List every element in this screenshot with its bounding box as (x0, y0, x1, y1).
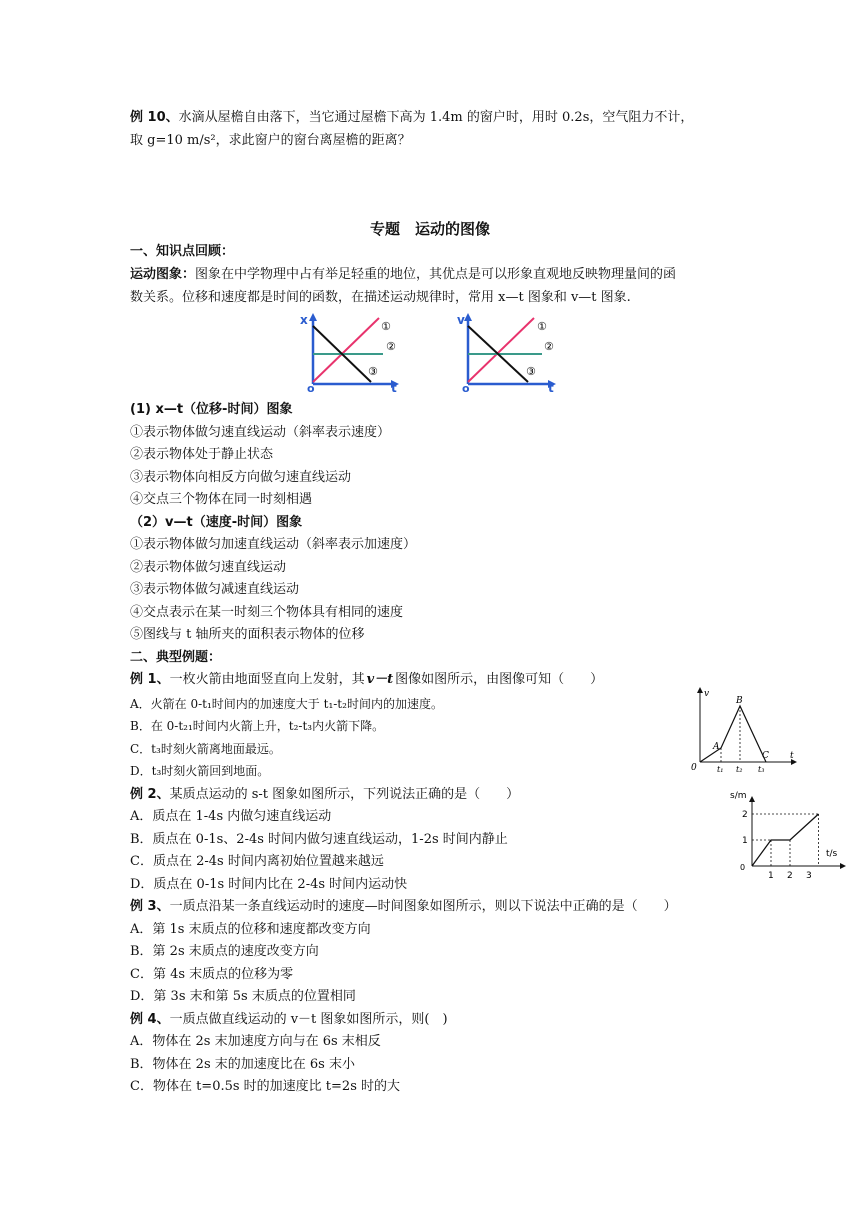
vt-graph (454, 310, 564, 392)
vt-heading: （2）v—t（速度-时间）图象 (130, 515, 303, 530)
example-4-option: A．物体在 2s 末加速度方向与在 6s 末相反 (130, 1034, 381, 1049)
intro-text-1: 图象在中学物理中占有举足轻重的地位，其优点是可以形象直观地反映物理量间的函 (195, 267, 677, 282)
st-plot (742, 810, 819, 881)
xt-x-label: t (391, 381, 397, 392)
example-1-math: v－t (366, 672, 394, 687)
example-4-option: B．物体在 2s 末的加速度比在 6s 末小 (130, 1057, 355, 1072)
example-2-option: C．质点在 2-4s 时间内离初始位置越来越远 (130, 854, 384, 869)
st-y-arrow (749, 796, 755, 802)
st-x-tick-label: 3 (806, 871, 812, 881)
section1-intro-1 (130, 266, 676, 284)
example-10-line-1 (130, 109, 693, 127)
st-y-label: s/m (730, 791, 747, 801)
example-1-option: D．t₃时刻火箭回到地面。 (130, 764, 270, 778)
example-4-option: C．物体在 t=0.5s 时的加速度比 t=2s 时的大 (130, 1079, 400, 1094)
example-1-option: B．在 0-t₂₁时间内火箭上升，t₂-t₃内火箭下降。 (130, 719, 385, 733)
example-4-label: 例 4、 (130, 1012, 170, 1027)
xt-y-arrow (309, 313, 317, 321)
section1-intro-2: 数关系。位移和速度都是时间的函数，在描述运动规律时，常用 x—t 图象和 v—t 图象. (130, 290, 631, 305)
example-2-option: B．质点在 0-1s、2-4s 时间内做匀速直线运动，1-2s 时间内静止 (130, 832, 508, 847)
example-2-option: A．质点在 1-4s 内做匀速直线运动 (130, 809, 332, 824)
example-3-option: D．第 3s 末和第 5s 末质点的位置相同 (130, 989, 356, 1004)
vt-line-1 (468, 318, 534, 382)
example-3-label: 例 3、 (130, 899, 170, 914)
example-2-stem-text: 某质点运动的 s-t 图象如图所示，下列说法正确的是（ ） (169, 787, 520, 802)
xt-item: ①表示物体做匀速直线运动（斜率表示速度） (130, 425, 391, 440)
xt-item: ②表示物体处于静止状态 (130, 447, 274, 462)
example-3-stem (130, 898, 677, 916)
example-10-text-1: 水滴从屋檐自由落下，当它通过屋檐下高为 1.4m 的窗户时，用时 0.2s，空气阻力不计， (178, 110, 694, 125)
ex1-point-c: C (762, 751, 769, 761)
section1-heading: 一、知识点回顾： (130, 244, 235, 259)
ex1-y-arrow (697, 687, 703, 693)
ex1-origin: 0 (691, 763, 697, 773)
intro-label: 运动图象： (130, 267, 196, 282)
vt-x-label: t (548, 381, 554, 392)
st-origin: 0 (740, 863, 746, 872)
vt-label-2: ② (544, 340, 554, 353)
ex1-velocity-line (700, 706, 766, 762)
example-3-option: C．第 4s 末质点的位移为零 (130, 967, 294, 982)
example-3-option: B．第 2s 末质点的速度改变方向 (130, 944, 319, 959)
vt-label-3: ③ (526, 365, 536, 378)
example-3-stem-text: 一质点沿某一条直线运动时的速度—时间图象如图所示，则以下说法中正确的是（ ） (169, 899, 677, 914)
xt-item: ④交点三个物体在同一时刻相遇 (130, 492, 313, 507)
topic-title: 专题 运动的图像 (369, 220, 490, 238)
example-1-option: A．火箭在 0-t₁时间内的加速度大于 t₁-t₂时间内的加速度。 (130, 697, 443, 711)
example-10-label: 例 10、 (130, 110, 179, 125)
xt-label-2: ② (386, 340, 396, 353)
st-x-label: t/s (826, 849, 838, 859)
vt-item: ②表示物体做匀速直线运动 (130, 560, 287, 575)
example-1-stem (130, 671, 603, 689)
xt-label-3: ③ (368, 365, 378, 378)
xt-graph (295, 310, 405, 392)
ex1-tick-t3: t₃ (758, 765, 765, 774)
xt-label-1: ① (381, 320, 391, 333)
vt-label-1: ① (537, 320, 547, 333)
example-1-stem-text: 一枚火箭由地面竖直向上发射，其 (169, 672, 365, 687)
vt-item: ④交点表示在某一时刻三个物体具有相同的速度 (130, 605, 404, 620)
ex1-tick-t1: t₁ (717, 765, 724, 774)
ex1-point-b: B (736, 696, 743, 706)
st-x-arrow (840, 863, 846, 869)
example-1-label: 例 1、 (130, 672, 170, 687)
st-x-tick-label: 1 (768, 871, 774, 881)
example-2-stem (130, 786, 519, 804)
st-y-tick-label: 2 (742, 810, 748, 820)
ex1-point-a: A (713, 742, 720, 752)
xt-y-label: x (300, 313, 308, 327)
example-10-text-2: 取 g=10 m/s²，求此窗户的窗台离屋檐的距离？ (130, 133, 411, 148)
vt-y-label: v (457, 313, 465, 327)
example-1-stem-end: 图像如图所示，由图像可知（ ） (395, 672, 604, 687)
section2-heading: 二、典型例题： (130, 650, 222, 665)
st-y-tick-label: 1 (742, 836, 748, 846)
example-1-option: C．t₃时刻火箭离地面最远。 (130, 742, 281, 756)
example-2-option: D．质点在 0-1s 时间内比在 2-4s 时间内运动快 (130, 877, 408, 892)
example-3-option: A．第 1s 末质点的位移和速度都改变方向 (130, 922, 371, 937)
ex1-y-label: v (704, 689, 710, 699)
xt-heading: (1) x—t（位移-时间）图象 (130, 402, 293, 417)
ex1-tick-t2: t₂ (736, 765, 743, 774)
vt-origin-label: o (462, 382, 470, 392)
example-4-stem-text: 一质点做直线运动的 v－t 图象如图所示，则( ) (169, 1012, 448, 1027)
vt-item: ⑤图线与 t 轴所夹的面积表示物体的位移 (130, 627, 365, 642)
example-4-stem (130, 1011, 448, 1029)
example-1-vt-graph (688, 686, 800, 774)
ex1-x-label: t (790, 751, 794, 761)
vt-item: ①表示物体做匀加速直线运动（斜率表示加速度） (130, 537, 417, 552)
vt-item: ③表示物体做匀减速直线运动 (130, 582, 300, 597)
example-2-st-graph (722, 786, 848, 886)
xt-item: ③表示物体向相反方向做匀速直线运动 (130, 470, 352, 485)
example-2-label: 例 2、 (130, 787, 170, 802)
st-x-tick-label: 2 (787, 871, 793, 881)
xt-origin-label: o (307, 382, 315, 392)
vt-y-arrow (464, 313, 472, 321)
